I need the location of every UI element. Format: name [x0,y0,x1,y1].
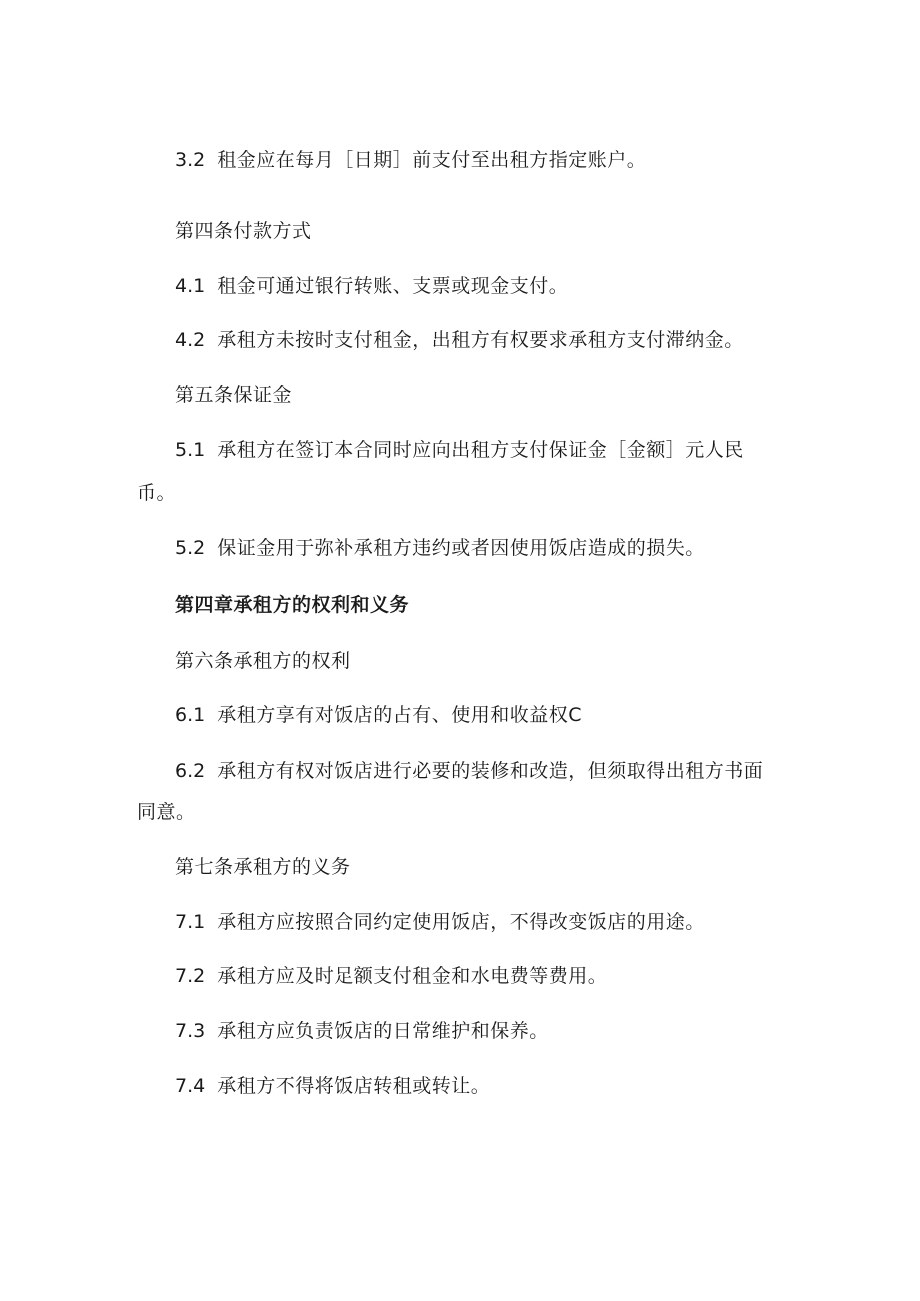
clause-number: 7.3 [175,1020,206,1042]
clause-6-2 [175,759,763,783]
clause-number: 3.2 [175,149,206,171]
clause-text: 承租方有权对饭店进行必要的装修和改造，但须取得出租方书面 [217,760,764,782]
clause-text: 承租方享有对饭店的占有、使用和收益权C [217,704,582,726]
clause-6-2-continuation: 同意。 [137,801,196,823]
clause-number: 4.2 [175,329,206,351]
article-6-heading: 第六条承租方的权利 [175,650,351,672]
clause-number: 7.1 [175,911,206,933]
clause-5-1 [175,438,744,462]
clause-text: 承租方未按时支付租金，出租方有权要求承租方支付滞纳金。 [217,329,744,351]
clause-number: 5.2 [175,537,206,559]
clause-7-1 [175,910,705,934]
clause-6-1 [175,703,582,727]
clause-number: 4.1 [175,275,206,297]
chapter-4-heading: 第四章承租方的权利和义务 [175,594,410,616]
clause-5-1-continuation: 币。 [137,482,177,504]
clause-7-2 [175,964,607,988]
clause-text: 承租方不得将饭店转租或转让。 [217,1075,491,1097]
clause-text: 租金可通过银行转账、支票或现金支付。 [217,275,569,297]
article-7-heading: 第七条承租方的义务 [175,856,351,878]
clause-3-2 [175,148,646,172]
clause-4-2 [175,328,744,352]
clause-number: 5.1 [175,439,206,461]
clause-text: 保证金用于弥补承租方违约或者因使用饭店造成的损失。 [217,537,705,559]
clause-7-3 [175,1019,549,1043]
clause-number: 7.4 [175,1075,206,1097]
clause-number: 7.2 [175,965,206,987]
clause-text: 承租方应负责饭店的日常维护和保养。 [217,1020,549,1042]
clause-5-2 [175,536,705,560]
clause-number: 6.1 [175,704,206,726]
clause-number: 6.2 [175,760,206,782]
clause-text: 承租方应按照合同约定使用饭店，不得改变饭店的用途。 [217,911,705,933]
article-4-heading: 第四条付款方式 [175,220,312,242]
clause-7-4 [175,1074,490,1098]
clause-4-1 [175,274,568,298]
clause-text: 承租方在签订本合同时应向出租方支付保证金［金额］元人民 [217,439,744,461]
clause-text: 承租方应及时足额支付租金和水电费等费用。 [217,965,608,987]
clause-text: 租金应在每月［日期］前支付至出租方指定账户。 [217,149,647,171]
article-5-heading: 第五条保证金 [175,384,293,406]
